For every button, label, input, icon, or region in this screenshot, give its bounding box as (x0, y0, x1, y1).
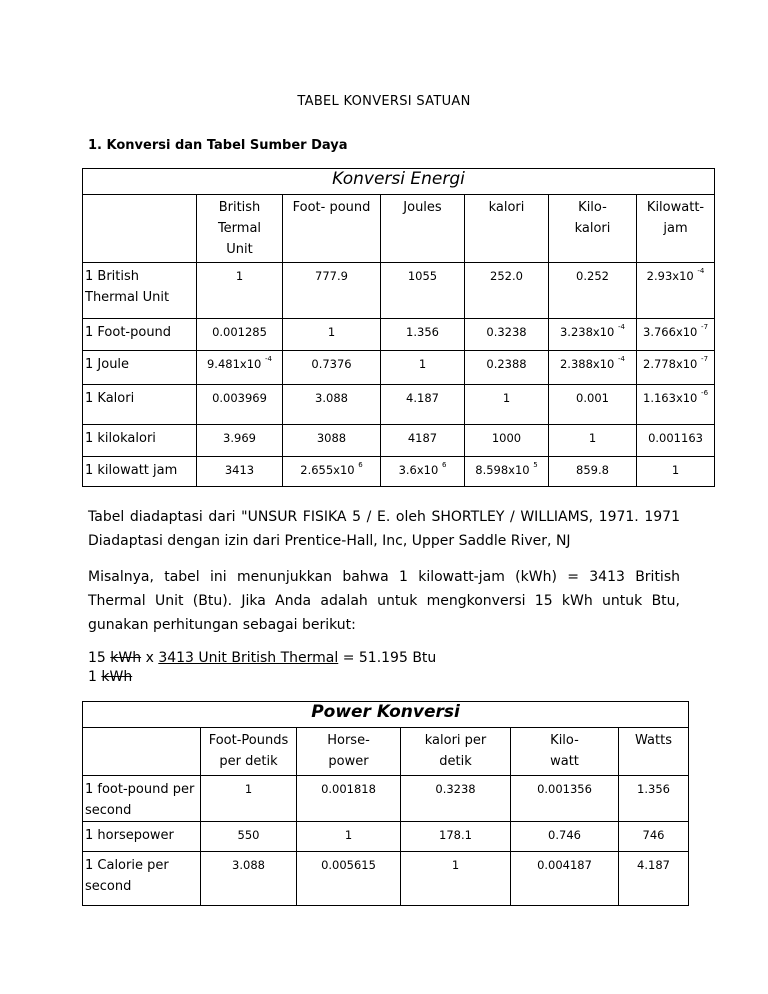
cell-value: 2.655x10 (300, 463, 355, 477)
cell-value: 3088 (316, 431, 347, 445)
table-cell: 0.004187 (511, 852, 619, 906)
cell-value: 1 (418, 357, 427, 371)
table-cell (283, 263, 381, 319)
row-label: 1 Foot-pound (83, 319, 197, 351)
table-cell (381, 319, 465, 351)
table-cell (283, 425, 381, 457)
table-cell: 1 (201, 776, 297, 822)
cell-value: 1055 (407, 269, 438, 283)
formula-num-prefix: 15 (88, 650, 106, 666)
table-row (83, 385, 715, 425)
energy-table-body (83, 263, 715, 487)
power-table-body (83, 776, 689, 906)
cell-value: 8.598x10 (475, 463, 530, 477)
table-cell: 0.3238 (401, 776, 511, 822)
cell-value: 2.388x10 (559, 357, 615, 371)
cell-value: 0.252 (576, 269, 609, 283)
cell-value: 3413 (224, 463, 255, 477)
power-conversion-table (82, 701, 689, 906)
table-cell (637, 457, 715, 487)
cell-value: 4.187 (406, 391, 439, 405)
cell-exponent: 6 (441, 461, 447, 469)
cell-value: 1 (671, 463, 680, 477)
table-row (83, 776, 689, 822)
table-row (83, 822, 689, 852)
formula-result: = 51.195 Btu (342, 650, 437, 666)
header-kilowatt: Kilo- watt (511, 728, 619, 776)
table-cell (283, 457, 381, 487)
table-cell (465, 385, 549, 425)
cell-value: 3.6x10 (398, 463, 439, 477)
cell-value: 0.003969 (212, 391, 267, 405)
formula-den-prefix: 1 (88, 669, 97, 685)
table-cell (465, 425, 549, 457)
cell-exponent: -4 (697, 267, 705, 275)
table-cell (465, 263, 549, 319)
table-cell (197, 263, 283, 319)
table-row (83, 351, 715, 385)
table-cell (381, 457, 465, 487)
header-foot-pound: Foot- pound (283, 195, 381, 263)
cell-exponent: -6 (701, 389, 709, 397)
header-kalori-per-detik: kalori per detik (401, 728, 511, 776)
cell-exponent: 6 (358, 461, 363, 469)
cell-value: 3.969 (223, 431, 256, 445)
formula-numerator (88, 648, 436, 668)
table-row (83, 457, 715, 487)
cell-value: 3.766x10 (643, 325, 698, 339)
header-joules: Joules (381, 195, 465, 263)
table-cell (637, 263, 715, 319)
header-btu: British Termal Unit (197, 195, 283, 263)
source-note: Tabel diadaptasi dari "UNSUR FISIKA 5 / E. oleh SHORTLEY / WILLIAMS, 1971. 1971 Diadaptasi dengan izin dari Prentice-Hall, Inc, Upper Saddle River, NJ (88, 509, 680, 549)
table-cell: 0.001356 (511, 776, 619, 822)
table-cell (381, 263, 465, 319)
row-label: 1 Calorie per second (83, 852, 201, 906)
cell-value: 1 (327, 325, 336, 339)
cell-value: 4187 (407, 431, 438, 445)
table-cell: 4.187 (619, 852, 689, 906)
table-cell (283, 351, 381, 385)
cell-value: 1.163x10 (643, 391, 698, 405)
cell-value: 0.001163 (648, 431, 703, 445)
table-cell (637, 425, 715, 457)
cell-value: 2.778x10 (643, 357, 698, 371)
cell-value: 0.3238 (486, 325, 527, 339)
table-cell (381, 351, 465, 385)
header-kilokalori: Kilo- kalori (549, 195, 637, 263)
table-cell: 550 (201, 822, 297, 852)
cell-value: 1000 (491, 431, 522, 445)
cell-value: 252.0 (490, 269, 523, 283)
table-cell (549, 385, 637, 425)
table-row (83, 319, 715, 351)
table-cell (637, 351, 715, 385)
cell-value: 859.8 (576, 463, 609, 477)
table-cell: 0.001818 (297, 776, 401, 822)
table-cell: 0.746 (511, 822, 619, 852)
cell-value: 0.001285 (212, 325, 267, 339)
cell-exponent: -7 (701, 323, 709, 331)
table-cell (197, 425, 283, 457)
formula-conversion-factor: 3413 Unit British Thermal (158, 650, 339, 666)
table-cell (637, 319, 715, 351)
header-foot-pounds-per-detik: Foot-Pounds per detik (201, 728, 297, 776)
cell-exponent: -4 (618, 355, 625, 363)
section-heading: 1. Konversi dan Tabel Sumber Daya (88, 138, 348, 153)
table-cell: 1 (297, 822, 401, 852)
cell-value: 1 (588, 431, 597, 445)
table-cell: 1.356 (619, 776, 689, 822)
cell-value: 1.356 (406, 325, 439, 339)
table-cell (465, 351, 549, 385)
table-cell (549, 263, 637, 319)
table-cell (465, 457, 549, 487)
row-label: 1 Joule (83, 351, 197, 385)
energy-table-caption: Konversi Energi (83, 169, 715, 195)
table-cell (381, 425, 465, 457)
table-cell (283, 319, 381, 351)
table-cell (197, 385, 283, 425)
table-cell (283, 385, 381, 425)
formula-unit-struck: kWh (110, 650, 142, 666)
header-empty-cell (83, 195, 197, 263)
cell-value: 0.7376 (311, 357, 352, 371)
table-cell (549, 319, 637, 351)
table-cell (637, 385, 715, 425)
energy-conversion-table (82, 168, 715, 487)
row-label: 1 kilokalori (83, 425, 197, 457)
row-label: 1 Kalori (83, 385, 197, 425)
row-label: 1 foot-pound per second (83, 776, 201, 822)
table-cell: 0.005615 (297, 852, 401, 906)
header-kalori: kalori (465, 195, 549, 263)
table-cell: 3.088 (201, 852, 297, 906)
table-row (83, 263, 715, 319)
cell-exponent: 5 (533, 461, 538, 469)
row-label: 1 British Thermal Unit (83, 263, 197, 319)
cell-exponent: -4 (618, 323, 625, 331)
cell-value: 1 (502, 391, 511, 405)
table-cell: 1 (401, 852, 511, 906)
header-watts: Watts (619, 728, 689, 776)
cell-value: 3.238x10 (559, 325, 615, 339)
formula-times: x (145, 650, 154, 666)
cell-value: 0.001 (576, 391, 609, 405)
table-row (83, 425, 715, 457)
header-kilowatt-jam: Kilowatt- jam (637, 195, 715, 263)
header-horsepower: Horse- power (297, 728, 401, 776)
formula-denominator (88, 667, 132, 687)
cell-value: 2.93x10 (646, 269, 694, 283)
table-row (83, 852, 689, 906)
cell-value: 3.088 (315, 391, 348, 405)
cell-exponent: -7 (701, 355, 709, 363)
power-table-caption: Power Konversi (83, 702, 689, 728)
example-paragraph: Misalnya, tabel ini menunjukkan bahwa 1 kilowatt-jam (kWh) = 3413 British Thermal Unit (Btu). Jika Anda adalah untuk mengkonversi 15 kWh untuk Btu, gunakan perhitungan sebagai berikut: (88, 569, 680, 633)
cell-exponent: -4 (265, 355, 272, 363)
table-cell: 178.1 (401, 822, 511, 852)
table-cell (549, 457, 637, 487)
table-cell (197, 351, 283, 385)
table-cell (549, 351, 637, 385)
cell-value: 9.481x10 (206, 357, 262, 371)
document-title: TABEL KONVERSI SATUAN (297, 94, 471, 109)
row-label: 1 horsepower (83, 822, 201, 852)
cell-value: 777.9 (315, 269, 348, 283)
table-cell (197, 319, 283, 351)
row-label: 1 kilowatt jam (83, 457, 197, 487)
table-cell (197, 457, 283, 487)
cell-value: 0.2388 (486, 357, 527, 371)
table-cell: 746 (619, 822, 689, 852)
table-cell (381, 385, 465, 425)
table-cell (549, 425, 637, 457)
table-cell (465, 319, 549, 351)
formula-den-unit-struck: kWh (101, 669, 133, 685)
cell-value: 1 (235, 269, 244, 283)
header-empty-cell (83, 728, 201, 776)
